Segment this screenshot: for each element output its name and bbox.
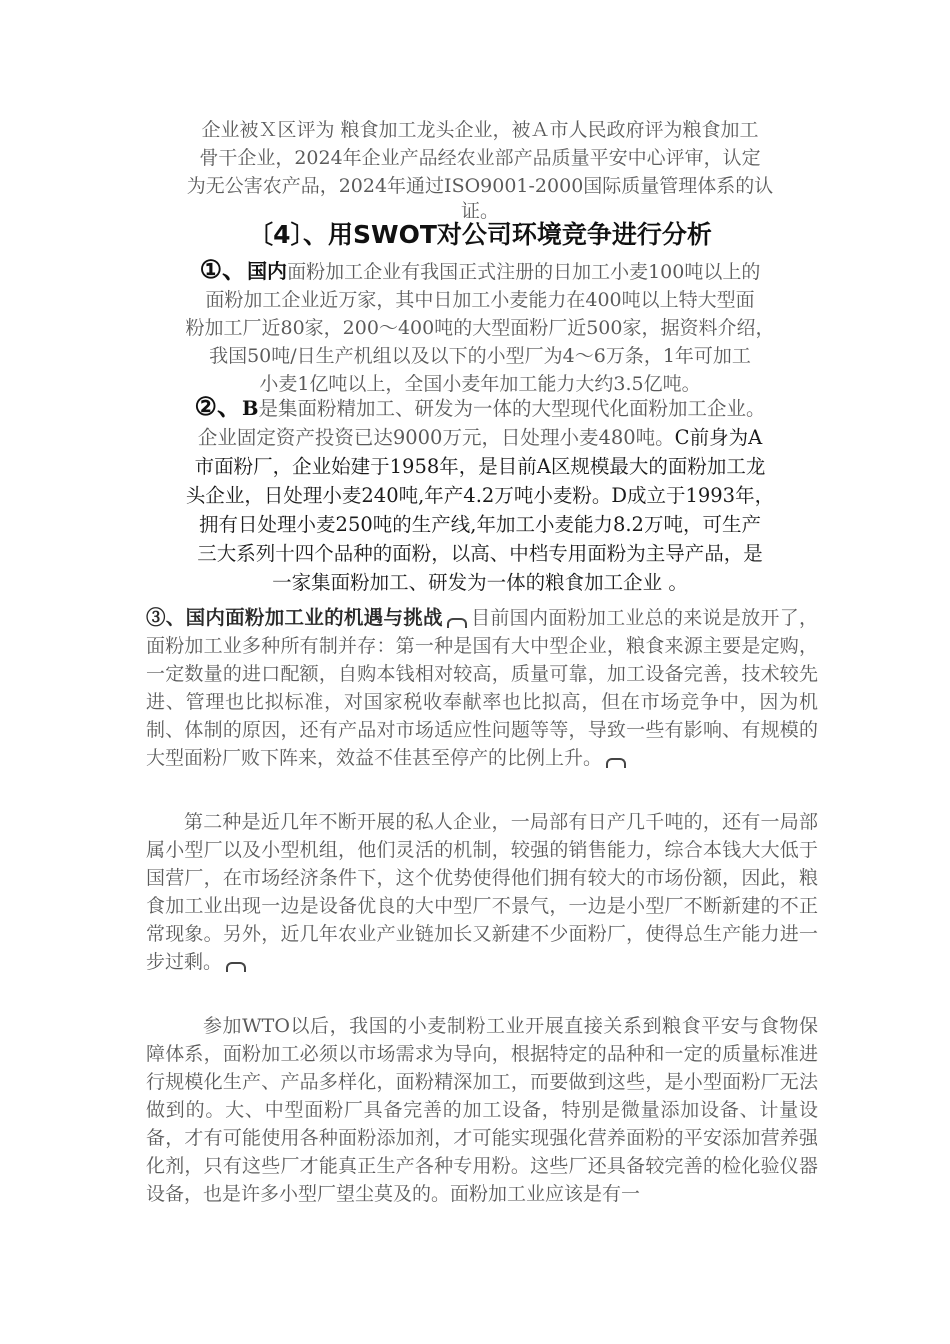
intro-line-1: 企业被Ｘ区评为 粮食加工龙头企业，被Ａ市人民政府评为粮食加工 (201, 119, 759, 141)
point-2-text-2b: C前身为A (674, 426, 763, 449)
point-2-line-7: 一家集面粉加工、研发为一体的粮食加工企业 。 (272, 571, 688, 594)
paragraph-second-type-text: 第二种是近几年不断开展的私人企业，一局部有日产几千吨的，还有一局部属小型厂以及小型机组，他们灵活的机制，较强的销售能力，综合本钱大大低于国营厂，在市场经济条件下，这个优势使得他们拥有较大的市场份额，因此，粮食加工业出现一边是设备优良的大中型厂不景气，一边是小型厂不断新建的不正常现象。另外，近几年农业产业链加长又新建不少面粉厂，使得总生产能力进一步过剩。 (146, 811, 818, 973)
comment-mark-icon (447, 618, 467, 628)
point-2-line-6: 三大系列十四个品种的面粉，以高、中档专用面粉为主导产品，是 (197, 542, 763, 565)
intro-paragraph (140, 116, 820, 222)
intro-line-3: 为无公害农产品，2024年通过ISO9001-2000国际质量管理体系的认 (186, 175, 774, 197)
point-2-line-1 (140, 392, 820, 423)
paragraph-wto (146, 1012, 818, 1208)
point-1-line-3: 粉加工厂近80家，200～400吨的大型面粉厂近500家，据资料介绍， (185, 317, 775, 339)
intro-line-2: 骨干企业，2024年企业产品经农业部产品质量平安中心评审，认定 (199, 147, 761, 169)
point-2-number: ②、 (194, 392, 242, 421)
point-2-line-2 (140, 423, 820, 452)
point-1-text-1: 面粉加工企业有我国正式注册的日加工小麦100吨以上的 (287, 261, 761, 283)
comment-mark-icon (606, 758, 626, 768)
point-2-lead: B (241, 397, 259, 420)
point-3-paragraph (146, 604, 818, 772)
point-1-lead: 国内 (247, 259, 288, 283)
point-1-line-5: 小麦1亿吨以上，全国小麦年加工能力大约3.5亿吨。 (259, 373, 701, 395)
point-1-line-1 (140, 256, 820, 286)
paragraph-wto-text: 参加WTO以后，我国的小麦制粉工业开展直接关系到粮食平安与食物保障体系，面粉加工必须以市场需求为导向，根据特定的品种和一定的质量标准进行规模化生产、产品多样化，面粉精深加工，而要做到这些，是小型面粉厂无法做到的。大、中型面粉厂具备完善的加工设备，特别是微量添加设备、计量设备，才有可能使用各种面粉添加剂，才可能实现强化营养面粉的平安添加营养强化剂，只有这些厂才能真正生产各种专用粉。这些厂还具备较完善的检化验仪器设备，也是许多小型厂望尘莫及的。面粉加工业应该是有一 (146, 1015, 818, 1205)
point-2-line-3: 市面粉厂，企业始建于1958年，是目前A区规模最大的面粉加工龙 (194, 455, 766, 478)
comment-mark-icon (226, 962, 246, 972)
point-2-line-5: 拥有日处理小麦250吨的生产线,年加工小麦能力8.2万吨，可生产 (199, 513, 761, 536)
point-1-line-4: 我国50吨/日生产机组以及以下的小型厂为4～6万条，1年可加工 (209, 345, 751, 367)
paragraph-second-type (146, 808, 818, 976)
point-2-paragraph (140, 392, 820, 597)
point-1-line-2: 面粉加工企业近万家，其中日加工小麦能力在400吨以上特大型面 (205, 289, 755, 311)
point-1-number: ①、 (199, 255, 248, 284)
intro-line-4: 证。 (460, 200, 499, 222)
point-1-paragraph (140, 256, 820, 398)
section-heading: 〔4〕、用SWOT对公司环境竞争进行分析 (248, 220, 712, 249)
point-2-text-1: 是集面粉精加工、研发为一体的大型现代化面粉加工企业。 (258, 397, 766, 420)
point-2-text-2a: 企业固定资产投资已达9000万元，日处理小麦480吨。 (197, 426, 675, 449)
point-3-text: 目前国内面粉加工业总的来说是放开了，面粉加工业多种所有制并存：第一种是国有大中型企业，粮食来源主要是定购，一定数量的进口配额，自购本钱相对较高，质量可靠，加工设备完善，技术较先进、管理也比拟标准，对国家税收奉献率也比拟高，但在市场竞争中，因为机制、体制的原因，还有产品对市场适应性问题等等，导致一些有影响、有规模的大型面粉厂败下阵来，效益不佳甚至停产的比例上升。 (146, 607, 818, 769)
point-3-title: ③、国内面粉加工业的机遇与挑战 (146, 606, 443, 629)
point-2-line-4: 头企业，日处理小麦240吨,年产4.2万吨小麦粉。D成立于1993年， (185, 484, 775, 507)
